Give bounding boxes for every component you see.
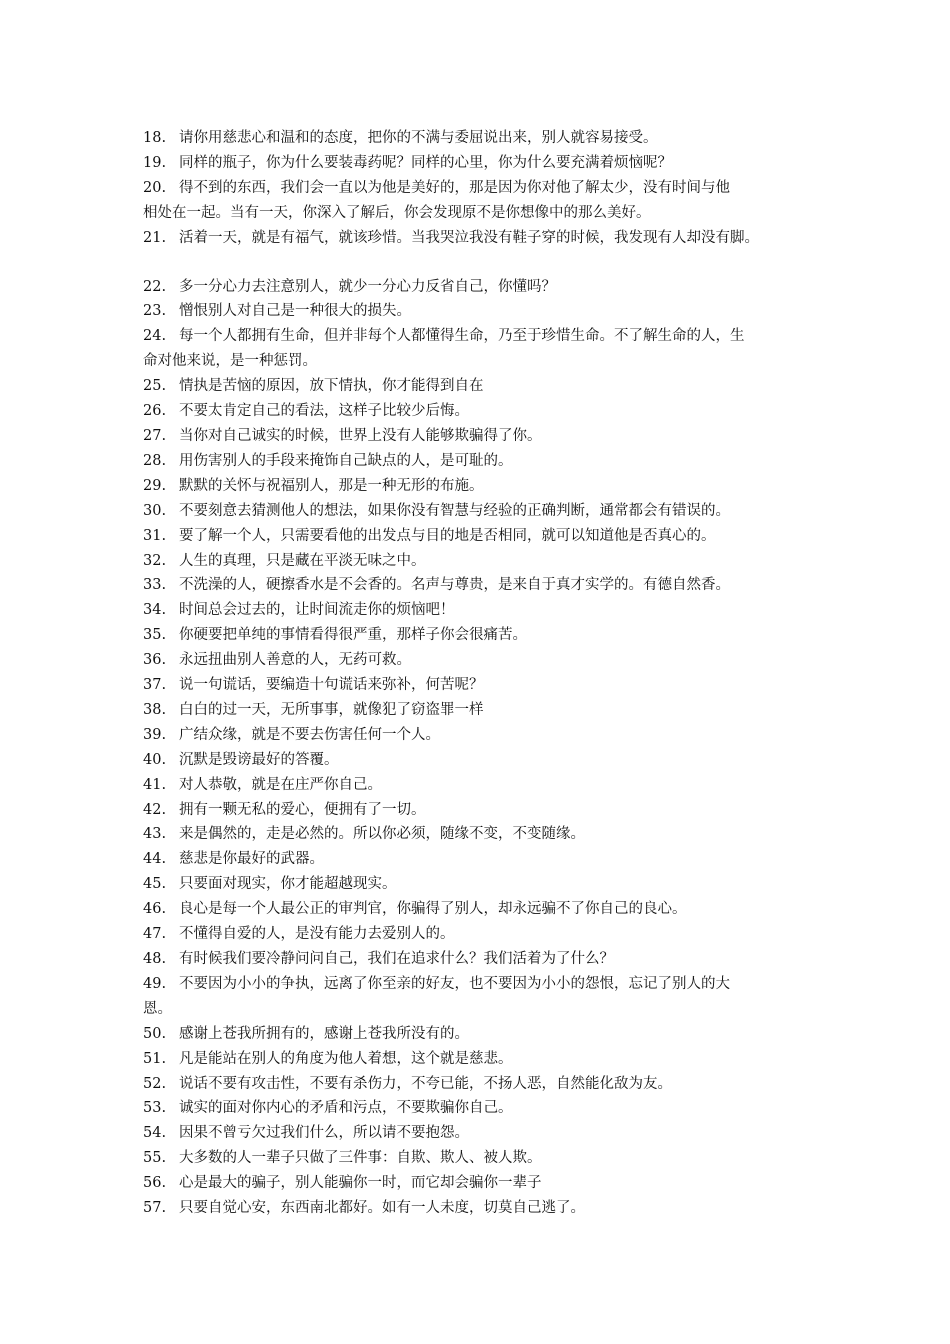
item-text: 对人恭敬，就是在庄严你自己。 xyxy=(179,776,382,793)
item-text: 不要刻意去猜测他人的想法，如果你没有智慧与经验的正确判断，通常都会有错误的。 xyxy=(179,502,730,519)
list-item xyxy=(143,449,823,474)
item-number: 19. xyxy=(143,154,167,171)
list-item-continuation xyxy=(143,997,823,1022)
list-item-continuation xyxy=(143,349,823,374)
item-number: 25. xyxy=(143,378,167,395)
item-text: 同样的瓶子，你为什么要装毒药呢？同样的心里，你为什么要充满着烦恼呢？ xyxy=(179,154,672,171)
item-number: 51. xyxy=(143,1050,167,1067)
item-text: 每一个人都拥有生命，但并非每个人都懂得生命，乃至于珍惜生命。不了解生命的人，生 xyxy=(179,328,745,345)
item-number: 57. xyxy=(143,1200,167,1217)
list-item xyxy=(143,549,823,574)
item-text: 恩。 xyxy=(143,1000,172,1017)
list-item xyxy=(143,897,823,922)
item-text: 活着一天，就是有福气，就该珍惜。当我哭泣我没有鞋子穿的时候，我发现有人却没有脚。 xyxy=(179,229,759,246)
item-text: 当你对自己诚实的时候，世界上没有人能够欺骗得了你。 xyxy=(179,427,542,444)
item-text: 因果不曾亏欠过我们什么，所以请不要抱怨。 xyxy=(179,1125,469,1142)
item-number: 42. xyxy=(143,801,167,818)
item-text: 时间总会过去的，让时间流走你的烦恼吧！ xyxy=(179,602,455,619)
item-number: 47. xyxy=(143,926,167,943)
list-item xyxy=(143,922,823,947)
list-item xyxy=(143,972,823,997)
item-number: 28. xyxy=(143,452,167,469)
item-number: 39. xyxy=(143,726,167,743)
item-number: 49. xyxy=(143,975,167,992)
item-number: 45. xyxy=(143,876,167,893)
item-number: 22. xyxy=(143,278,167,295)
item-text: 情执是苦恼的原因，放下情执，你才能得到自在 xyxy=(179,378,484,395)
item-number: 50. xyxy=(143,1025,167,1042)
list-item xyxy=(143,748,823,773)
item-text: 感谢上苍我所拥有的，感谢上苍我所没有的。 xyxy=(179,1025,469,1042)
item-text: 默默的关怀与祝福别人，那是一种无形的布施。 xyxy=(179,477,484,494)
list-item xyxy=(143,1146,823,1171)
item-number: 46. xyxy=(143,901,167,918)
list-item xyxy=(143,847,823,872)
list-item xyxy=(143,499,823,524)
list-item xyxy=(143,872,823,897)
list-item xyxy=(143,126,823,151)
item-number: 40. xyxy=(143,751,167,768)
item-text: 相处在一起。当有一天，你深入了解后，你会发现原不是你想像中的那么美好。 xyxy=(143,204,651,221)
item-text: 有时候我们要冷静问问自己，我们在追求什么？我们活着为了什么？ xyxy=(179,951,614,967)
list-item xyxy=(143,698,823,723)
list-item xyxy=(143,1022,823,1047)
item-text: 憎恨别人对自己是一种很大的损失。 xyxy=(179,303,411,320)
list-item xyxy=(143,299,823,324)
list-item xyxy=(143,524,823,549)
item-text: 要了解一个人，只需要看他的出发点与目的地是否相同，就可以知道他是否真心的。 xyxy=(179,527,716,544)
list-item xyxy=(143,424,823,449)
list-item xyxy=(143,399,823,424)
item-number: 34. xyxy=(143,602,167,619)
item-text: 不懂得自爱的人，是没有能力去爱别人的。 xyxy=(179,926,455,943)
list-item xyxy=(143,226,823,251)
item-text: 人生的真理，只是藏在平淡无味之中。 xyxy=(179,552,426,569)
item-text: 命对他来说，是一种惩罚。 xyxy=(143,353,317,370)
item-text: 不要太肯定自己的看法，这样子比较少后悔。 xyxy=(179,403,469,420)
list-item xyxy=(143,374,823,399)
item-number: 20. xyxy=(143,179,167,196)
item-number: 41. xyxy=(143,776,167,793)
list-item xyxy=(143,598,823,623)
item-number: 21. xyxy=(143,229,167,246)
item-text: 不要因为小小的争执，远离了你至亲的好友，也不要因为小小的怨恨，忘记了别人的大 xyxy=(179,975,730,992)
item-number: 18. xyxy=(143,130,167,146)
item-number: 38. xyxy=(143,701,167,718)
item-number: 52. xyxy=(143,1075,167,1092)
list-item xyxy=(143,275,823,300)
item-text: 你硬要把单纯的事情看得很严重，那样子你会很痛苦。 xyxy=(179,627,527,644)
item-text: 来是偶然的，走是必然的。所以你必须，随缘不变，不变随缘。 xyxy=(179,826,585,843)
item-number: 53. xyxy=(143,1100,167,1117)
list-item xyxy=(143,648,823,673)
list-item xyxy=(143,324,823,349)
list-item xyxy=(143,623,823,648)
item-number: 24. xyxy=(143,328,167,345)
list-item xyxy=(143,1196,823,1221)
item-text: 广结众缘，就是不要去伤害任何一个人。 xyxy=(179,726,440,743)
item-text: 用伤害别人的手段来掩饰自己缺点的人，是可耻的。 xyxy=(179,452,513,469)
item-text: 心是最大的骗子，别人能骗你一时，而它却会骗你一辈子 xyxy=(179,1175,542,1192)
list-item xyxy=(143,673,823,698)
item-number: 35. xyxy=(143,627,167,644)
list-item xyxy=(143,773,823,798)
list-item xyxy=(143,723,823,748)
item-text: 慈悲是你最好的武器。 xyxy=(179,851,324,868)
item-number: 23. xyxy=(143,303,167,320)
item-number: 33. xyxy=(143,577,167,594)
item-number: 27. xyxy=(143,427,167,444)
list-item xyxy=(143,947,823,972)
item-text: 诚实的面对你内心的矛盾和污点，不要欺骗你自己。 xyxy=(179,1100,513,1117)
list-item xyxy=(143,1121,823,1146)
item-text: 沉默是毁谤最好的答覆。 xyxy=(179,751,339,768)
list-item xyxy=(143,1096,823,1121)
list-item-continuation xyxy=(143,201,823,226)
item-text: 说话不要有攻击性，不要有杀伤力，不夸已能，不扬人恶，自然能化敌为友。 xyxy=(179,1075,672,1092)
list-item xyxy=(143,1047,823,1072)
item-number: 55. xyxy=(143,1150,167,1167)
list-item xyxy=(143,1171,823,1196)
item-text: 得不到的东西，我们会一直以为他是美好的，那是因为你对他了解太少，没有时间与他 xyxy=(179,179,730,196)
list-item xyxy=(143,1072,823,1097)
item-text: 凡是能站在别人的角度为他人着想，这个就是慈悲。 xyxy=(179,1050,513,1067)
paragraph-gap xyxy=(143,251,823,275)
item-number: 29. xyxy=(143,477,167,494)
item-number: 44. xyxy=(143,851,167,868)
item-number: 36. xyxy=(143,652,167,669)
item-number: 30. xyxy=(143,502,167,519)
list-item xyxy=(143,151,823,176)
item-text: 拥有一颗无私的爱心，便拥有了一切。 xyxy=(179,801,426,818)
item-text: 永远扭曲别人善意的人，无药可救。 xyxy=(179,652,411,669)
item-number: 56. xyxy=(143,1175,167,1192)
list-item xyxy=(143,573,823,598)
item-number: 37. xyxy=(143,677,167,694)
list-item xyxy=(143,822,823,847)
item-text: 说一句谎话，要编造十句谎话来弥补，何苦呢？ xyxy=(179,677,484,694)
item-text: 良心是每一个人最公正的审判官，你骗得了别人，却永远骗不了你自己的良心。 xyxy=(179,901,687,918)
item-number: 32. xyxy=(143,552,167,569)
list-item xyxy=(143,474,823,499)
item-number: 31. xyxy=(143,527,167,544)
item-text: 大多数的人一辈子只做了三件事：自欺、欺人、被人欺。 xyxy=(179,1150,542,1167)
item-number: 54. xyxy=(143,1125,167,1142)
item-text: 白白的过一天，无所事事，就像犯了窃盗罪一样 xyxy=(179,701,484,718)
item-text: 只要面对现实，你才能超越现实。 xyxy=(179,876,397,893)
list-item xyxy=(143,798,823,823)
document-body xyxy=(143,126,823,1221)
item-text: 请你用慈悲心和温和的态度，把你的不满与委屈说出来，别人就容易接受。 xyxy=(179,130,658,146)
item-text: 多一分心力去注意别人，就少一分心力反省自己，你懂吗？ xyxy=(179,278,556,295)
item-number: 43. xyxy=(143,826,167,843)
item-number: 48. xyxy=(143,951,167,967)
item-text: 只要自觉心安，东西南北都好。如有一人未度，切莫自己逃了。 xyxy=(179,1200,585,1217)
list-item xyxy=(143,176,823,201)
item-text: 不洗澡的人，硬擦香水是不会香的。名声与尊贵，是来自于真才实学的。有德自然香。 xyxy=(179,577,730,594)
item-number: 26. xyxy=(143,403,167,420)
